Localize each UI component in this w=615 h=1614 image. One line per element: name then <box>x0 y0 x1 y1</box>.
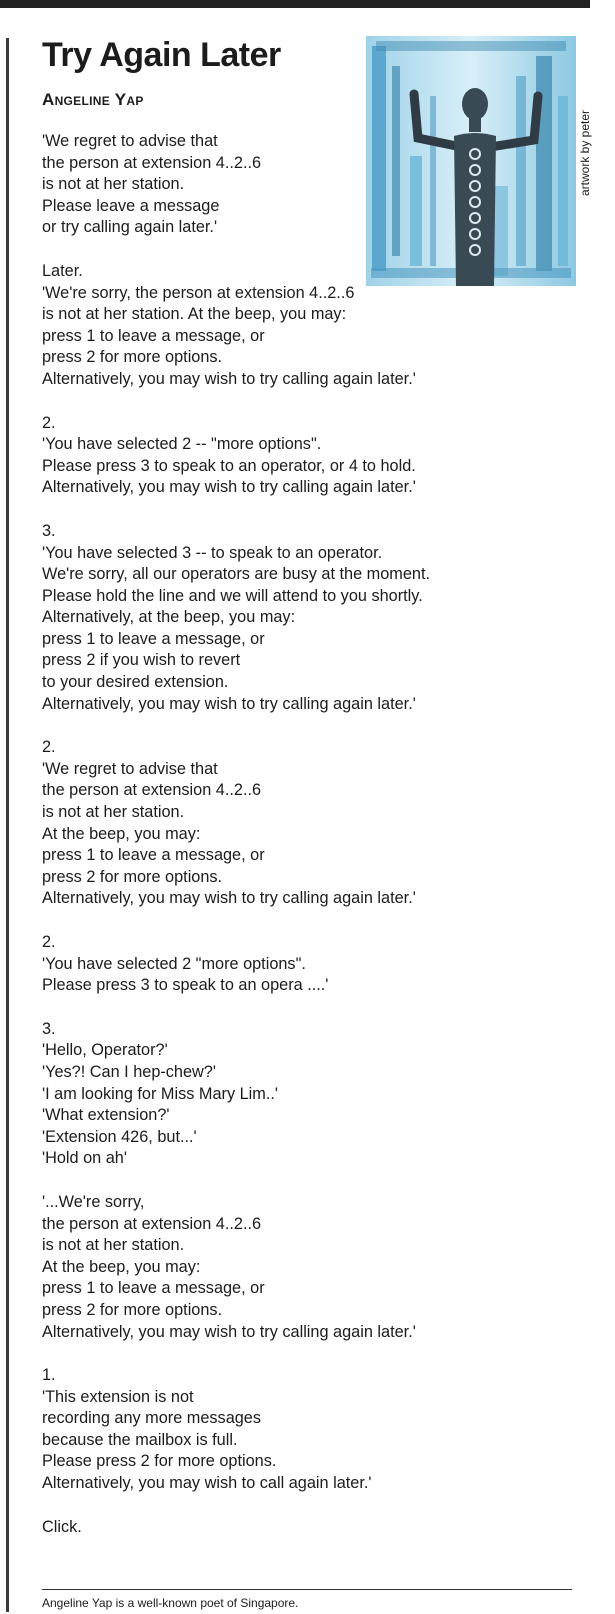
poem-line: At the beep, you may: <box>42 824 201 843</box>
poem-line: 'You have selected 2 "more options". <box>42 954 306 973</box>
poem-line: 'Hello, Operator?' <box>42 1041 168 1060</box>
poem-line: because the mailbox is full. <box>42 1430 238 1449</box>
poem-line: 'Extension 426, but...' <box>42 1127 197 1146</box>
poem-line: 'We regret to advise that <box>42 132 218 150</box>
poem-line: '...We're sorry, <box>42 1192 145 1211</box>
artwork-credit: artwork by peter <box>578 109 592 196</box>
poem-stanza <box>42 737 572 910</box>
poem-line: press 1 to leave a message, or <box>42 326 265 345</box>
poem-line: Please press 3 to speak to an opera ....' <box>42 976 329 995</box>
poem-line: is not at her station. <box>42 803 185 822</box>
poem-line: 3. <box>42 521 56 540</box>
poem-line: Please leave a message <box>42 196 220 215</box>
poem-line: 2. <box>42 413 56 432</box>
poem-line: press 1 to leave a message, or <box>42 629 265 648</box>
poem-line: 'You have selected 2 -- "more options". <box>42 435 322 454</box>
poem-stanza <box>42 1192 572 1343</box>
poem-line: 1. <box>42 1366 56 1385</box>
poem-line: Alternatively, you may wish to try calling again later.' <box>42 369 416 388</box>
poem-line: We're sorry, all our operators are busy at the moment. <box>42 565 430 584</box>
poem-line: 2. <box>42 933 56 951</box>
poem-line: Alternatively, you may wish to call again later.' <box>42 1474 372 1493</box>
left-margin-rule <box>6 38 9 1612</box>
poem-line: or try calling again later.' <box>42 218 218 237</box>
poem-line: 'You have selected 3 -- to speak to an operator. <box>42 543 383 562</box>
poem-line: the person at extension 4..2..6 <box>42 781 262 800</box>
poem-line: the person at extension 4..2..6 <box>42 1214 262 1233</box>
poem-line: Alternatively, you may wish to try calling again later.' <box>42 478 416 497</box>
poem-stanza <box>42 261 572 391</box>
poem-line: 'We're sorry, the person at extension 4..2..6 <box>42 283 355 302</box>
poem-body <box>42 131 572 1560</box>
poem-line: 3. <box>42 1019 56 1038</box>
poem-line: recording any more messages <box>42 1409 261 1428</box>
poem-line: press 2 if you wish to revert <box>42 651 241 670</box>
poem-line: 'I am looking for Miss Mary Lim..' <box>42 1084 279 1103</box>
poem-stanza <box>42 1517 572 1539</box>
poem-line: press 2 for more options. <box>42 867 223 886</box>
footer-divider <box>42 1589 572 1590</box>
poem-stanza <box>42 1365 572 1495</box>
poem-line: 'Yes?! Can I hep-chew?' <box>42 1062 216 1081</box>
poem-line: Click. <box>42 1517 82 1536</box>
poem-line: Please press 3 to speak to an operator, or 4 to hold. <box>42 456 416 475</box>
poem-line: press 1 to leave a message, or <box>42 846 265 865</box>
poem-line: 'This extension is not <box>42 1387 194 1406</box>
poem-line: is not at her station. <box>42 1236 185 1255</box>
author-name: Angeline Yap <box>42 90 144 109</box>
poem-stanza <box>42 1019 572 1170</box>
poem-line: is not at her station. <box>42 175 185 194</box>
poem-line: Alternatively, you may wish to try calling again later.' <box>42 889 416 908</box>
poem-line: to your desired extension. <box>42 673 229 692</box>
poem-line: press 2 for more options. <box>42 348 223 367</box>
poem-line: Please hold the line and we will attend to you shortly. <box>42 586 423 605</box>
poem-line: 'We regret to advise that <box>42 759 218 778</box>
poem-line: Please press 2 for more options. <box>42 1452 277 1471</box>
poem-line: At the beep, you may: <box>42 1257 201 1276</box>
poem-line: 'What extension?' <box>42 1106 170 1125</box>
poem-stanza <box>42 932 572 997</box>
poem-title: Try Again Later <box>42 36 281 74</box>
poem-line: Later. <box>42 261 83 280</box>
poem-line: press 2 for more options. <box>42 1300 223 1319</box>
poem-line: Alternatively, you may wish to try calling again later.' <box>42 1322 416 1341</box>
poem-stanza <box>42 413 572 499</box>
poem-line: is not at her station. At the beep, you may: <box>42 305 347 324</box>
top-border-bar <box>0 0 590 8</box>
poem-line: Alternatively, at the beep, you may: <box>42 608 296 627</box>
poem-line: the person at extension 4..2..6 <box>42 153 262 172</box>
poem-stanza <box>42 131 572 239</box>
poem-line: 2. <box>42 738 56 757</box>
poem-stanza <box>42 521 572 715</box>
poem-line: Alternatively, you may wish to try calling again later.' <box>42 694 416 713</box>
poem-line: 'Hold on ah' <box>42 1149 127 1168</box>
poem-line: press 1 to leave a message, or <box>42 1279 265 1298</box>
author-bio: Angeline Yap is a well-known poet of Singapore. <box>42 1596 299 1610</box>
